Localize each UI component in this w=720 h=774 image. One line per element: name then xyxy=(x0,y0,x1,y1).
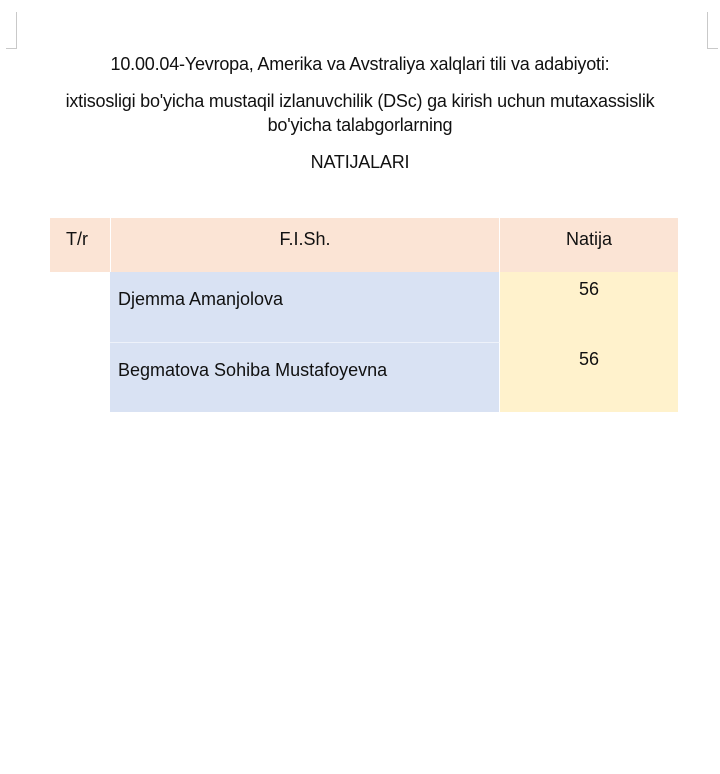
row-name-cell: Begmatova Sohiba Mustafoyevna xyxy=(110,342,500,412)
row-number-cell xyxy=(50,272,110,342)
heading-applicants-line: bo'yicha talabgorlarning xyxy=(267,115,453,135)
heading-specialty-line: 10.00.04-Yevropa, Amerika va Avstraliya xalqlari tili va adabiyoti: xyxy=(110,54,610,74)
header-name: F.I.Sh. xyxy=(110,218,500,272)
row-number-cell xyxy=(50,342,110,412)
table-row xyxy=(50,272,678,342)
table-header-row xyxy=(50,218,678,272)
results-table xyxy=(50,218,678,412)
table-row xyxy=(50,342,678,412)
heading-purpose-line: ixtisosligi bo'yicha mustaqil izlanuvchilik (DSc) ga kirish uchun mutaxassislik xyxy=(65,91,655,111)
row-name-cell: Djemma Amanjolova xyxy=(110,272,500,342)
page-corner-mark-right xyxy=(707,12,718,49)
row-result-cell: 56 xyxy=(500,272,678,342)
page-corner-mark-left xyxy=(6,12,17,49)
row-result-cell: 56 xyxy=(500,342,678,412)
header-number: T/r xyxy=(66,229,88,249)
header-result: Natija xyxy=(565,229,613,249)
heading-results-title: NATIJALARI xyxy=(310,152,410,172)
